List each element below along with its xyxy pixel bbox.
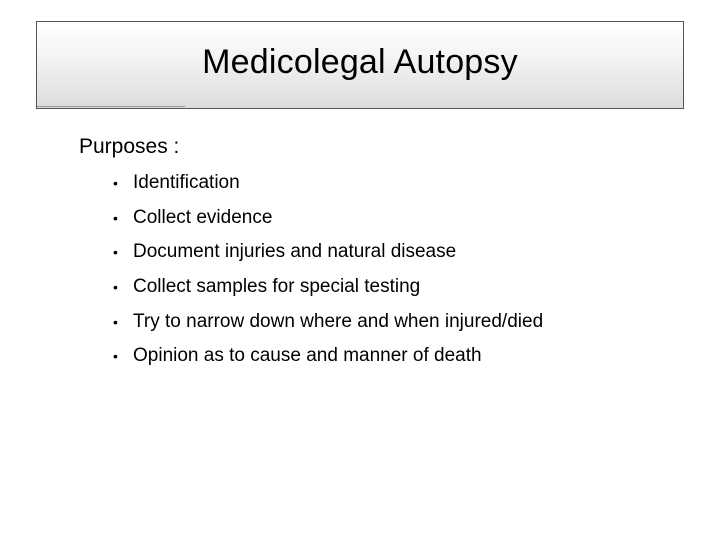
bullet-text: Document injuries and natural disease	[133, 241, 457, 263]
bullet-text: Collect evidence	[133, 206, 273, 228]
bullet-dot-icon: •	[113, 313, 118, 330]
slide-title: Medicolegal Autopsy	[202, 42, 518, 81]
bullet-item	[113, 305, 543, 340]
bullet-dot-icon: •	[113, 348, 118, 365]
title-underline-accent	[37, 106, 185, 107]
bullet-item	[113, 166, 543, 201]
bullet-list	[113, 166, 543, 374]
bullet-text: Opinion as to cause and manner of death	[133, 345, 482, 367]
bullet-item	[113, 201, 543, 236]
bullet-dot-icon: •	[113, 244, 118, 261]
bullet-dot-icon: •	[113, 209, 118, 226]
bullet-text: Identification	[133, 172, 240, 193]
slide-subtitle: Purposes :	[79, 135, 180, 158]
title-box	[36, 21, 684, 109]
bullet-dot-icon: •	[113, 175, 118, 191]
bullet-text: Collect samples for special testing	[133, 276, 421, 298]
bullet-text: Try to narrow down where and when injured/died	[133, 310, 544, 332]
bullet-item	[113, 270, 543, 305]
bullet-item	[113, 235, 543, 270]
bullet-item	[113, 339, 543, 374]
bullet-dot-icon: •	[113, 279, 118, 296]
